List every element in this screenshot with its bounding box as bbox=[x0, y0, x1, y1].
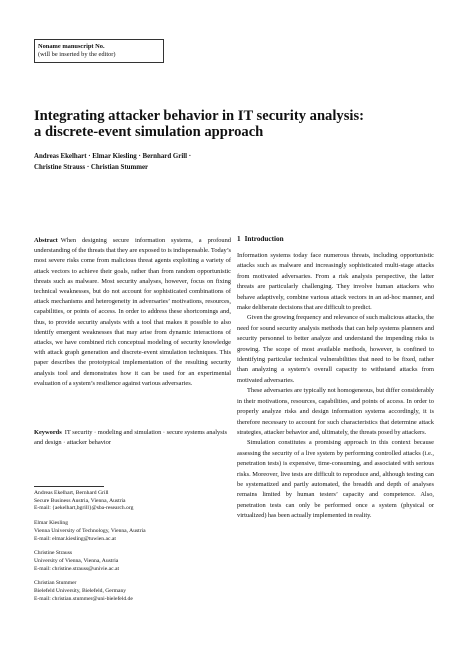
title-line: a discrete-event simulation approach bbox=[34, 124, 264, 141]
footnote-rule bbox=[34, 486, 104, 487]
paragraph: Information systems today face numerous threats, including opportunistic attacks such as malware and increasingly sophisticated multi-stage attacks from motivated adversaries. From a risk analysis perspective, the latter threats are particularly challenging. They involve human attackers who behave adaptively, combine various attack vectors in an ad-hoc manner, and make deliberate decisions that are difficult to predict. bbox=[237, 252, 434, 312]
manuscript-number: Noname manuscript No. bbox=[38, 43, 105, 50]
author-list bbox=[34, 151, 434, 174]
keywords-text: IT security · modeling and simulation · secure systems analysis and design · attacker behavior bbox=[34, 429, 227, 447]
affiliation-name: Christian Stummer bbox=[34, 580, 77, 587]
keywords bbox=[34, 428, 231, 448]
introduction-body bbox=[237, 251, 434, 522]
affiliation-email: E-mail: christian.stummer@uni-bielefeld.de bbox=[34, 595, 133, 602]
affiliation-block bbox=[34, 550, 231, 573]
paper-title bbox=[34, 108, 434, 141]
affiliations bbox=[34, 490, 231, 610]
affiliation-org: Vienna University of Technology, Vienna, Austria bbox=[34, 527, 146, 534]
affiliation-block bbox=[34, 490, 231, 513]
paragraph: These adversaries are typically not homogeneous, but differ considerably in their motivations, resources, capabilities, and points of access. In order to properly analyze risks and design information systems accordingly, it is therefore necessary to account for such characteristics that determine attack strategies, attacker behavior and, ultimately, the threats posed by attackers. bbox=[237, 387, 434, 436]
section-title: Introduction bbox=[244, 235, 284, 243]
title-line: Integrating attacker behavior in IT security analysis: bbox=[34, 108, 364, 124]
manuscript-note: (will be inserted by the editor) bbox=[38, 51, 116, 59]
paragraph: Given the growing frequency and relevance of such malicious attacks, the need for sound security analysis methods that can help systems planners and security personnel to better analyze and understand the impending risks is growing. The scope of most available methods, however, is confined to identifying particular technical vulnerabilities that need to be fixed, rather than analyzing a system’s overall capacity to withstand attacks from motivated adversaries. bbox=[237, 314, 434, 384]
affiliation-name: Christine Strauss bbox=[34, 550, 73, 557]
affiliation-email: E-mail: elmar.kiesling@tuwien.ac.at bbox=[34, 535, 116, 542]
abstract-text: When designing secure information systems, a profound understanding of the threats that they are exposed to is indispensable. Today’s most severe risks come from malicious threat agents exploiting a variety of attack vectors to achieve their goals, rather than from random opportunistic threats such as malware. Most security analyses, however, focus on fixing technical weaknesses, but do not account for sophisticated combinations of attack mechanisms and heterogeneity in adversaries’ motivations, resources, capabilities, or points of access. In order to address these shortcomings and, thus, to provide security analysts with a tool that makes it possible to also identify emergent weaknesses that may arise from dynamic interactions of attacks, we have combined rich conceptual modeling of security knowledge with attack graph generation and discrete-event simulation techniques. This paper describes the prototypical implementation of the resulting security analysis tool and demonstrates how it can be used for an experimental evaluation of a system’s resilience against various adversaries. bbox=[34, 237, 231, 387]
affiliation-block bbox=[34, 520, 231, 543]
manuscript-number-box bbox=[34, 39, 164, 63]
affiliation-org: Secure Business Austria, Vienna, Austria bbox=[34, 497, 126, 504]
section-number: 1 bbox=[237, 235, 241, 243]
affiliation-name: Elmar Kiesling bbox=[34, 520, 69, 527]
affiliation-block bbox=[34, 580, 231, 603]
author-line: Christine Strauss · Christian Stummer bbox=[34, 164, 149, 172]
keywords-label: Keywords bbox=[34, 429, 62, 436]
paragraph: Simulation constitutes a promising approach in this context because assessing the security of a live system by performing controlled attacks (i.e., penetration tests) is expensive, time-consuming, and associated with serious risks. Moreover, live tests are difficult to reproduce and, although testing can be systematized and partly automated, the breadth and depth of analyses remains limited by human testers’ capacity and competence. Also, penetration tests can only be performed once a system (physical or virtualized) has been actually implemented in reality. bbox=[237, 439, 434, 520]
author-line: Andreas Ekelhart · Elmar Kiesling · Bernhard Grill · bbox=[34, 153, 192, 160]
affiliation-name: Andreas Ekelhart, Bernhard Grill bbox=[34, 490, 109, 496]
abstract bbox=[34, 236, 231, 389]
section-heading-introduction bbox=[237, 234, 284, 244]
affiliation-org: Bielefeld University, Bielefeld, Germany bbox=[34, 588, 127, 595]
affiliation-email: E-mail: christine.strauss@univie.ac.at bbox=[34, 565, 119, 572]
abstract-label: Abstract bbox=[34, 237, 58, 244]
affiliation-email: E-mail: {aekelhart,bgrill}@sba-research.org bbox=[34, 505, 134, 512]
affiliation-org: University of Vienna, Vienna, Austria bbox=[34, 557, 119, 564]
